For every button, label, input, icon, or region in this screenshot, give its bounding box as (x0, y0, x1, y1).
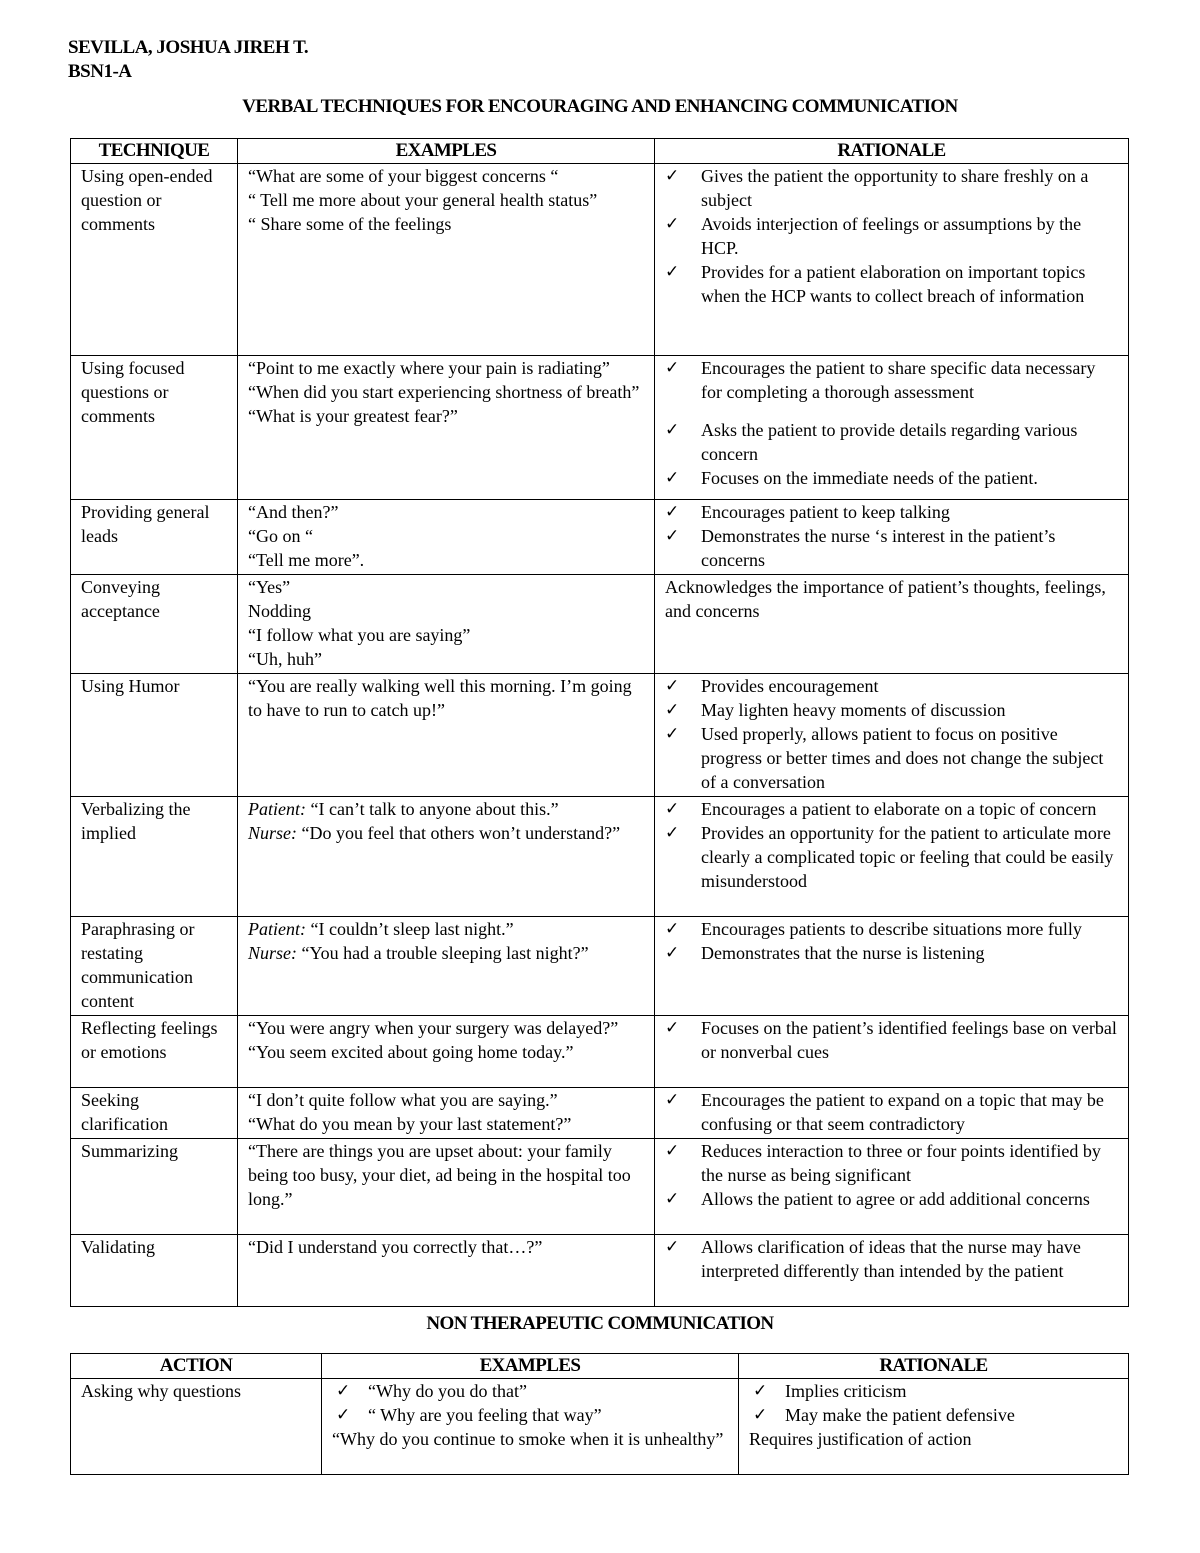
rationale-cell (655, 356, 1129, 500)
column-header-action: ACTION (71, 1354, 322, 1379)
list-item: ✓ Encourages a patient to elaborate on a topic of concern (665, 797, 1120, 821)
list-item: ✓ Demonstrates the nurse ‘s interest in the patient’s concerns (665, 524, 1120, 572)
technique-cell: Using focused questions or comments (71, 356, 238, 500)
rationale-check-list (665, 1235, 1120, 1283)
examples-cell (238, 797, 655, 917)
column-header-technique: TECHNIQUE (71, 139, 238, 164)
rationale-check-list (749, 1379, 1120, 1427)
example-line: “What do you mean by your last statement?” (248, 1114, 572, 1134)
list-item: ✓ Focuses on the immediate needs of the patient. (665, 466, 1120, 490)
example-line: Nodding (248, 601, 311, 621)
column-header-examples: EXAMPLES (238, 139, 655, 164)
list-item: ✓ Allows the patient to agree or add additional concerns (665, 1187, 1120, 1211)
dialog-line (248, 917, 646, 941)
list-item: ✓ Allows clarification of ideas that the nurse may have interpreted differently than intended by the patient (665, 1235, 1120, 1283)
table-row (71, 674, 1129, 797)
rationale-check-list (665, 164, 1120, 308)
verbal-techniques-title: VERBAL TECHNIQUES FOR ENCOURAGING AND ENHANCING COMMUNICATION (242, 96, 958, 117)
rationale-cell (655, 797, 1129, 917)
table-row (71, 1088, 1129, 1139)
rationale-check-list (665, 356, 1120, 490)
example-line: “Yes” (248, 577, 291, 597)
table-row (71, 164, 1129, 356)
list-item: ✓ Implies criticism (749, 1379, 1120, 1403)
example-line: “You were angry when your surgery was delayed?” (248, 1018, 619, 1038)
list-item: ✓ Provides an opportunity for the patient to articulate more clearly a complicated topic or feeling that could be easily misunderstood (665, 821, 1120, 893)
list-item: ✓ May lighten heavy moments of discussion (665, 698, 1120, 722)
examples-cell (238, 575, 655, 674)
dialog-speaker: Patient: (248, 799, 306, 819)
rationale-check-list (665, 917, 1120, 965)
table-header-row (71, 1354, 1129, 1379)
list-item: ✓ Reduces interaction to three or four points identified by the nurse as being significant (665, 1139, 1120, 1187)
dialog-line (248, 821, 646, 845)
dialog-speaker: Patient: (248, 919, 306, 939)
dialog-text: “Do you feel that others won’t understand?” (301, 823, 621, 843)
technique-cell: Using open-ended question or comments (71, 164, 238, 356)
student-name: SEVILLA, JOSHUA JIREH T. (68, 37, 309, 58)
table-row (71, 1139, 1129, 1235)
examples-check-list (332, 1379, 730, 1427)
example-line: “When did you start experiencing shortness of breath” (248, 382, 640, 402)
examples-cell (238, 917, 655, 1016)
example-line: “ Share some of the feelings (248, 214, 452, 234)
rationale-check-list (665, 674, 1120, 794)
examples-cell (238, 356, 655, 500)
example-line: “What is your greatest fear?” (248, 406, 458, 426)
table-row (71, 917, 1129, 1016)
technique-cell: Summarizing (71, 1139, 238, 1235)
list-item: ✓ “Why do you do that” (332, 1379, 730, 1403)
list-item: ✓ Avoids interjection of feelings or assumptions by the HCP. (665, 212, 1120, 260)
action-cell: Asking why questions (71, 1379, 322, 1475)
examples-cell (238, 1235, 655, 1307)
list-item: ✓ Asks the patient to provide details regarding various concern (665, 418, 1120, 466)
example-line: “Uh, huh” (248, 649, 322, 669)
list-item: ✓ Focuses on the patient’s identified feelings base on verbal or nonverbal cues (665, 1016, 1120, 1064)
rationale-cell (655, 674, 1129, 797)
column-header-rationale: RATIONALE (655, 139, 1129, 164)
rationale-cell (655, 1235, 1129, 1307)
table-row (71, 1235, 1129, 1307)
list-item: ✓ Provides for a patient elaboration on important topics when the HCP wants to collect breach of information (665, 260, 1120, 308)
example-line: “Did I understand you correctly that…?” (248, 1237, 543, 1257)
rationale-cell (655, 1139, 1129, 1235)
rationale-cell (655, 500, 1129, 575)
table-row (71, 356, 1129, 500)
rationale-check-list (665, 1016, 1120, 1064)
rationale-cell (655, 1088, 1129, 1139)
examples-cell (322, 1379, 739, 1475)
examples-cell (238, 674, 655, 797)
example-line: “I don’t quite follow what you are saying.” (248, 1090, 558, 1110)
list-item: ✓ Used properly, allows patient to focus on positive progress or better times and does not change the subject of a conversation (665, 722, 1120, 794)
student-section: BSN1-A (68, 61, 132, 82)
example-line: “I follow what you are saying” (248, 625, 471, 645)
examples-cell (238, 1088, 655, 1139)
rationale-cell (655, 1016, 1129, 1088)
table-row (71, 575, 1129, 674)
column-header-rationale: RATIONALE (739, 1354, 1129, 1379)
verbal-techniques-table (70, 138, 1129, 1307)
technique-cell: Verbalizing the implied (71, 797, 238, 917)
technique-cell: Conveying acceptance (71, 575, 238, 674)
example-line: “And then?” (248, 502, 339, 522)
technique-cell: Using Humor (71, 674, 238, 797)
technique-cell: Providing general leads (71, 500, 238, 575)
dialog-text: “You had a trouble sleeping last night?” (301, 943, 589, 963)
example-line: “Go on “ (248, 526, 313, 546)
examples-cell (238, 1016, 655, 1088)
rationale-cell (739, 1379, 1129, 1475)
non-therapeutic-table (70, 1353, 1129, 1475)
table-row (71, 797, 1129, 917)
column-header-examples: EXAMPLES (322, 1354, 739, 1379)
table-row (71, 500, 1129, 575)
dialog-text: “I couldn’t sleep last night.” (310, 919, 514, 939)
technique-cell: Seeking clarification (71, 1088, 238, 1139)
non-therapeutic-title: NON THERAPEUTIC COMMUNICATION (426, 1313, 774, 1334)
example-line: “Tell me more”. (248, 550, 365, 570)
rationale-check-list (665, 1088, 1120, 1136)
technique-cell: Reflecting feelings or emotions (71, 1016, 238, 1088)
rationale-cell (655, 164, 1129, 356)
list-item: ✓ May make the patient defensive (749, 1403, 1120, 1427)
example-line: “There are things you are upset about: your family being too busy, your diet, ad being in the hospital too long.” (248, 1141, 631, 1209)
rationale-check-list (665, 797, 1120, 893)
list-item: ✓ Encourages the patient to expand on a topic that may be confusing or that seem contradictory (665, 1088, 1120, 1136)
rationale-check-list (665, 500, 1120, 572)
rationale-line: Requires justification of action (749, 1429, 972, 1449)
rationale-cell (655, 917, 1129, 1016)
technique-cell: Validating (71, 1235, 238, 1307)
example-line: “You are really walking well this morning. I’m going to have to run to catch up!” (248, 676, 632, 720)
example-line: “What are some of your biggest concerns “ (248, 166, 559, 186)
dialog-speaker: Nurse: (248, 943, 297, 963)
dialog-line (248, 797, 646, 821)
list-item: ✓ Encourages patients to describe situations more fully (665, 917, 1120, 941)
student-header (68, 36, 308, 84)
list-item: ✓ Provides encouragement (665, 674, 1120, 698)
dialog-text: “I can’t talk to anyone about this.” (310, 799, 559, 819)
list-item: ✓ Demonstrates that the nurse is listening (665, 941, 1120, 965)
dialog-line (248, 941, 646, 965)
list-item: ✓ Encourages patient to keep talking (665, 500, 1120, 524)
list-item: ✓ “ Why are you feeling that way” (332, 1403, 730, 1427)
examples-cell (238, 164, 655, 356)
examples-cell (238, 500, 655, 575)
table-row (71, 1379, 1129, 1475)
list-item: ✓ Gives the patient the opportunity to share freshly on a subject (665, 164, 1120, 212)
example-line: “Why do you continue to smoke when it is unhealthy” (332, 1429, 724, 1449)
example-line: “Point to me exactly where your pain is radiating” (248, 358, 610, 378)
technique-cell: Paraphrasing or restating communication content (71, 917, 238, 1016)
examples-cell (238, 1139, 655, 1235)
table-header-row (71, 139, 1129, 164)
list-item: ✓ Encourages the patient to share specific data necessary for completing a thorough assessment (665, 356, 1120, 404)
rationale-check-list (665, 1139, 1120, 1211)
example-line: “ Tell me more about your general health status” (248, 190, 598, 210)
rationale-cell: Acknowledges the importance of patient’s thoughts, feelings, and concerns (655, 575, 1129, 674)
example-line: “You seem excited about going home today.” (248, 1042, 574, 1062)
table-row (71, 1016, 1129, 1088)
dialog-speaker: Nurse: (248, 823, 297, 843)
